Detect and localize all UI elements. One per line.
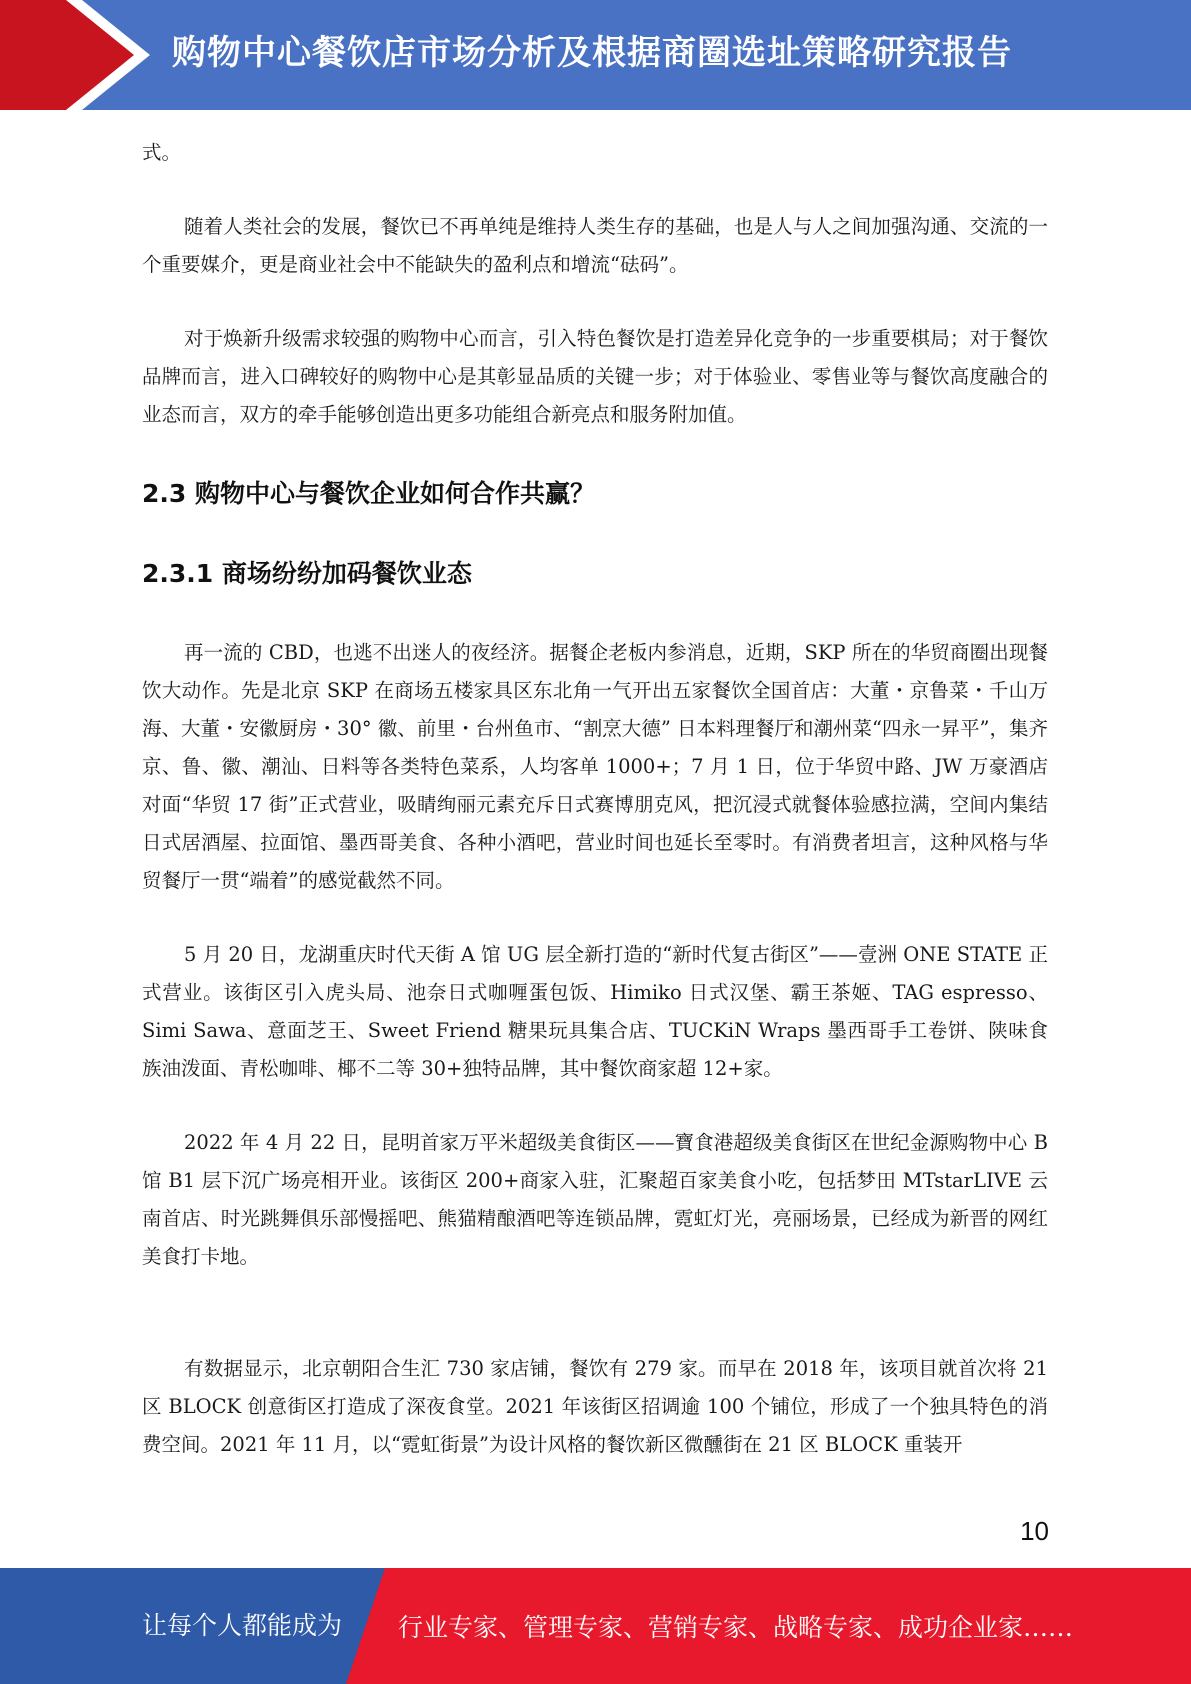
paragraph: 对于焕新升级需求较强的购物中心而言，引入特色餐饮是打造差异化竞争的一步重要棋局；对于餐饮品牌而言，进入口碑较好的购物中心是其彰显品质的关键一步；对于体验业、零售业等与餐饮高度融合的业态而言，双方的牵手能够创造出更多功能组合新亮点和服务附加值。	[142, 327, 1048, 426]
page-number: 10	[1020, 1516, 1049, 1546]
report-title: 购物中心餐饮店市场分析及根据商圈选址策略研究报告	[172, 33, 1012, 73]
page-footer	[0, 1568, 1191, 1684]
section-heading: 2.3 购物中心与餐饮企业如何合作共赢？	[142, 479, 595, 508]
paragraph: 5 月 20 日，龙湖重庆时代天街 A 馆 UG 层全新打造的“新时代复古街区”——壹洲 ONE STATE 正式营业。该街区引入虎头局、池奈日式咖喱蛋包饭、Himiko 日式汉堡、霸王茶姬、TAG espresso、Simi Sawa、意面芝王、Sweet Friend 糖果玩具集合店、TUCKiN Wraps 墨西哥手工卷饼、陕味食族油泼面、青松咖啡、椰不二等 30+独特品牌，其中餐饮商家超 12+家。	[142, 943, 1048, 1080]
paragraph: 2022 年 4 月 22 日，昆明首家万平米超级美食街区——寶食港超级美食街区在世纪金源购物中心 B 馆 B1 层下沉广场亮相开业。该街区 200+商家入驻，汇聚超百家美食小吃，包括梦田 MTstarLIVE 云南首店、时光跳舞俱乐部慢摇吧、熊猫精酿酒吧等连锁品牌，霓虹灯光，亮丽场景，已经成为新晋的网红美食打卡地。	[142, 1131, 1048, 1268]
paragraph: 再一流的 CBD，也逃不出迷人的夜经济。据餐企老板内参消息，近期，SKP 所在的华贸商圈出现餐饮大动作。先是北京 SKP 在商场五楼家具区东北角一气开出五家餐饮全国首店：大董・京鲁菜・千山万海、大董・安徽厨房・30° 徽、前里・台州鱼市、“割烹大德” 日本料理餐厅和潮州菜“四永一昇平”，集齐京、鲁、徽、潮汕、日料等各类特色菜系，人均客单 1000+；7 月 1 日，位于华贸中路、JW 万豪酒店对面“华贸 17 街”正式营业，吸睛绚丽元素充斥日式赛博朋克风，把沉浸式就餐体验感拉满，空间内集结日式居酒屋、拉面馆、墨西哥美食、各种小酒吧，营业时间也延长至零时。有消费者坦言，这种风格与华贸餐厅一贯“端着”的感觉截然不同。	[142, 641, 1048, 892]
document-body	[142, 134, 1048, 1464]
paragraph: 随着人类社会的发展，餐饮已不再单纯是维持人类生存的基础，也是人与人之间加强沟通、交流的一个重要媒介，更是商业社会中不能缺失的盈利点和增流“砝码”。	[142, 215, 1048, 276]
subsection-heading: 2.3.1 商场纷纷加码餐饮业态	[142, 559, 472, 588]
footer-slogan-left: 让每个人都能成为	[142, 1611, 343, 1640]
footer-slogan-right: 行业专家、管理专家、营销专家、战略专家、成功企业家……	[398, 1613, 1074, 1642]
paragraph-continuation: 式。	[142, 141, 182, 164]
page-header	[0, 0, 1191, 110]
header-red-chevron	[0, 0, 150, 110]
paragraph: 有数据显示，北京朝阳合生汇 730 家店铺，餐饮有 279 家。而早在 2018 年，该项目就首次将 21 区 BLOCK 创意街区打造成了深夜食堂。2021 年该街区招调逾 100 个铺位，形成了一个独具特色的消费空间。2021 年 11 月，以“霓虹街景”为设计风格的餐饮新区微醺街在 21 区 BLOCK 重装开	[142, 1357, 1048, 1456]
